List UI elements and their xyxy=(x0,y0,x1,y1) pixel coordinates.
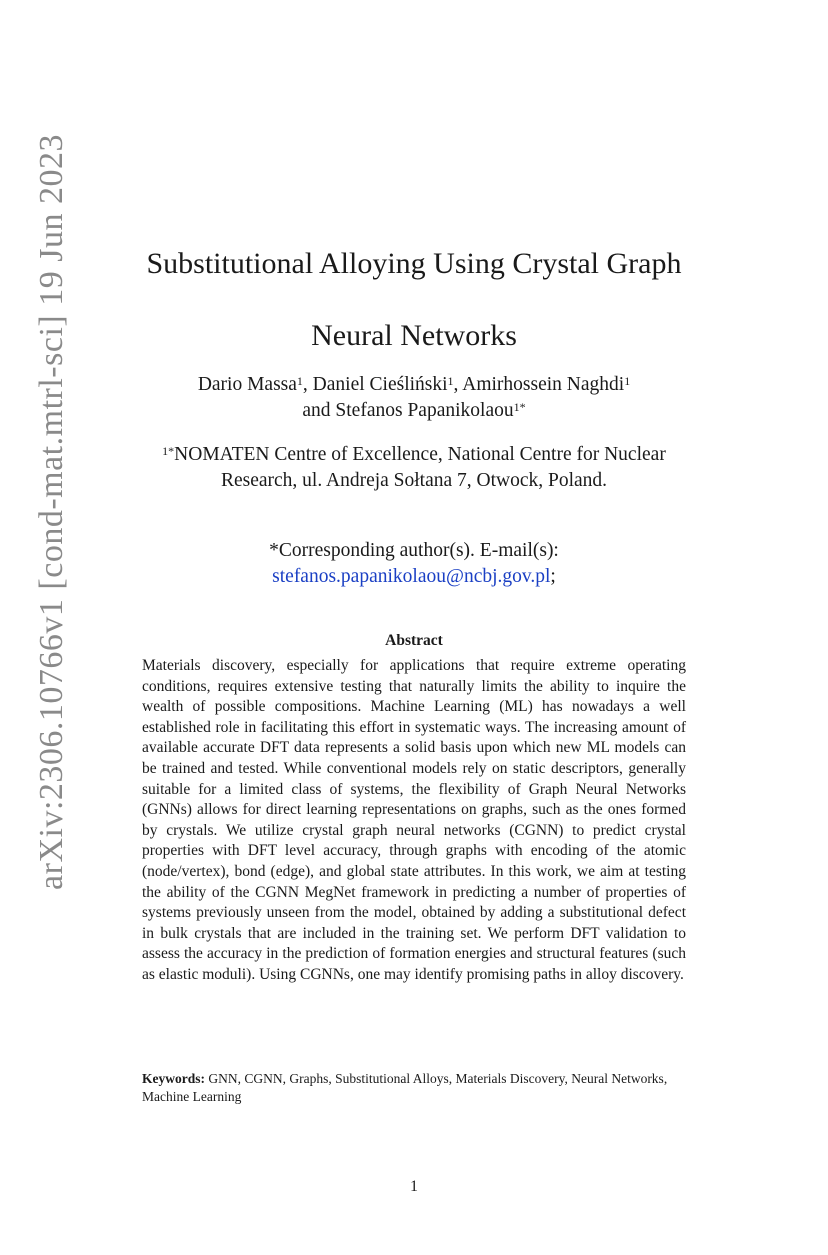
author-name: Daniel Cieśliński xyxy=(312,374,448,395)
page-number: 1 xyxy=(410,1178,418,1195)
keywords xyxy=(142,1070,686,1106)
abstract-text: Materials discovery, especially for applications that require extreme operating conditions, requires extensive testing that naturally limits the ability to inquire the wealth of possible compositions. Machine Learning (ML) has nowadays a well established role in facilitating this effort in systematic ways. The increasing amount of available accurate DFT data represents a solid basis upon which new ML models can be trained and tested. While conventional models rely on static descriptors, generally suitable for a limited class of systems, the flexibility of Graph Neural Networks (GNNs) allows for direct learning representations on graphs, such as the ones formed by crystals. We utilize crystal graph neural networks (CGNN) to predict crystal properties with DFT level accuracy, through graphs with encoding of the atomic (node/vertex), bond (edge), and global state attributes. In this work, we aim at testing the ability of the CGNN MegNet framework in predicting a number of properties of systems previously unseen from the model, obtained by adding a substitutional defect in bulk crystals that are included in the training set. We perform DFT validation to assess the accuracy in the prediction of formation energies and structural features (such as elastic moduli). Using CGNNs, one may identify promising paths in alloy discovery. xyxy=(142,657,686,983)
author-conjunction: and xyxy=(302,400,336,421)
keywords-text: GNN, CGNN, Graphs, Substitutional Alloys, Materials Discovery, Neural Networks, Machine Learning xyxy=(142,1071,668,1104)
email-suffix: ; xyxy=(550,566,556,587)
affiliation-mark: 1 xyxy=(296,374,303,388)
affiliation xyxy=(110,442,718,494)
affiliation-mark: 1* xyxy=(513,400,526,414)
arxiv-identifier-stamp xyxy=(32,94,72,930)
author-name: Dario Massa xyxy=(197,374,297,395)
title-line-2: Neural Networks xyxy=(311,319,517,352)
keywords-label: Keywords: xyxy=(142,1071,205,1086)
author-name: Stefanos Papanikolaou xyxy=(335,400,514,421)
author-separator: , xyxy=(453,374,463,395)
title-line-1: Substitutional Alloying Using Crystal Graph xyxy=(146,247,682,280)
affiliation-mark: 1 xyxy=(447,374,454,388)
affiliation-mark: 1* xyxy=(162,444,175,458)
correspondence xyxy=(110,538,718,590)
author-name: Amirhossein Naghdi xyxy=(462,374,625,395)
affiliation-line-1: NOMATEN Centre of Excellence, National Centre for Nuclear xyxy=(174,444,666,465)
author-list xyxy=(110,372,718,424)
affiliation-line-2: Research, ul. Andreja Sołtana 7, Otwock, Poland. xyxy=(220,470,608,491)
affiliation-mark: 1 xyxy=(624,374,631,388)
author-separator: , xyxy=(302,374,313,395)
paper-title xyxy=(100,228,728,372)
corresponding-author-label: *Corresponding author(s). E-mail(s): xyxy=(269,540,559,561)
arxiv-identifier: arXiv:2306.10766v1 [cond-mat.mtrl-sci] 19 Jun 2023 xyxy=(33,134,71,890)
corresponding-email-link[interactable]: stefanos.papanikolaou@ncbj.gov.pl xyxy=(272,566,551,587)
abstract-heading: Abstract xyxy=(385,632,443,649)
